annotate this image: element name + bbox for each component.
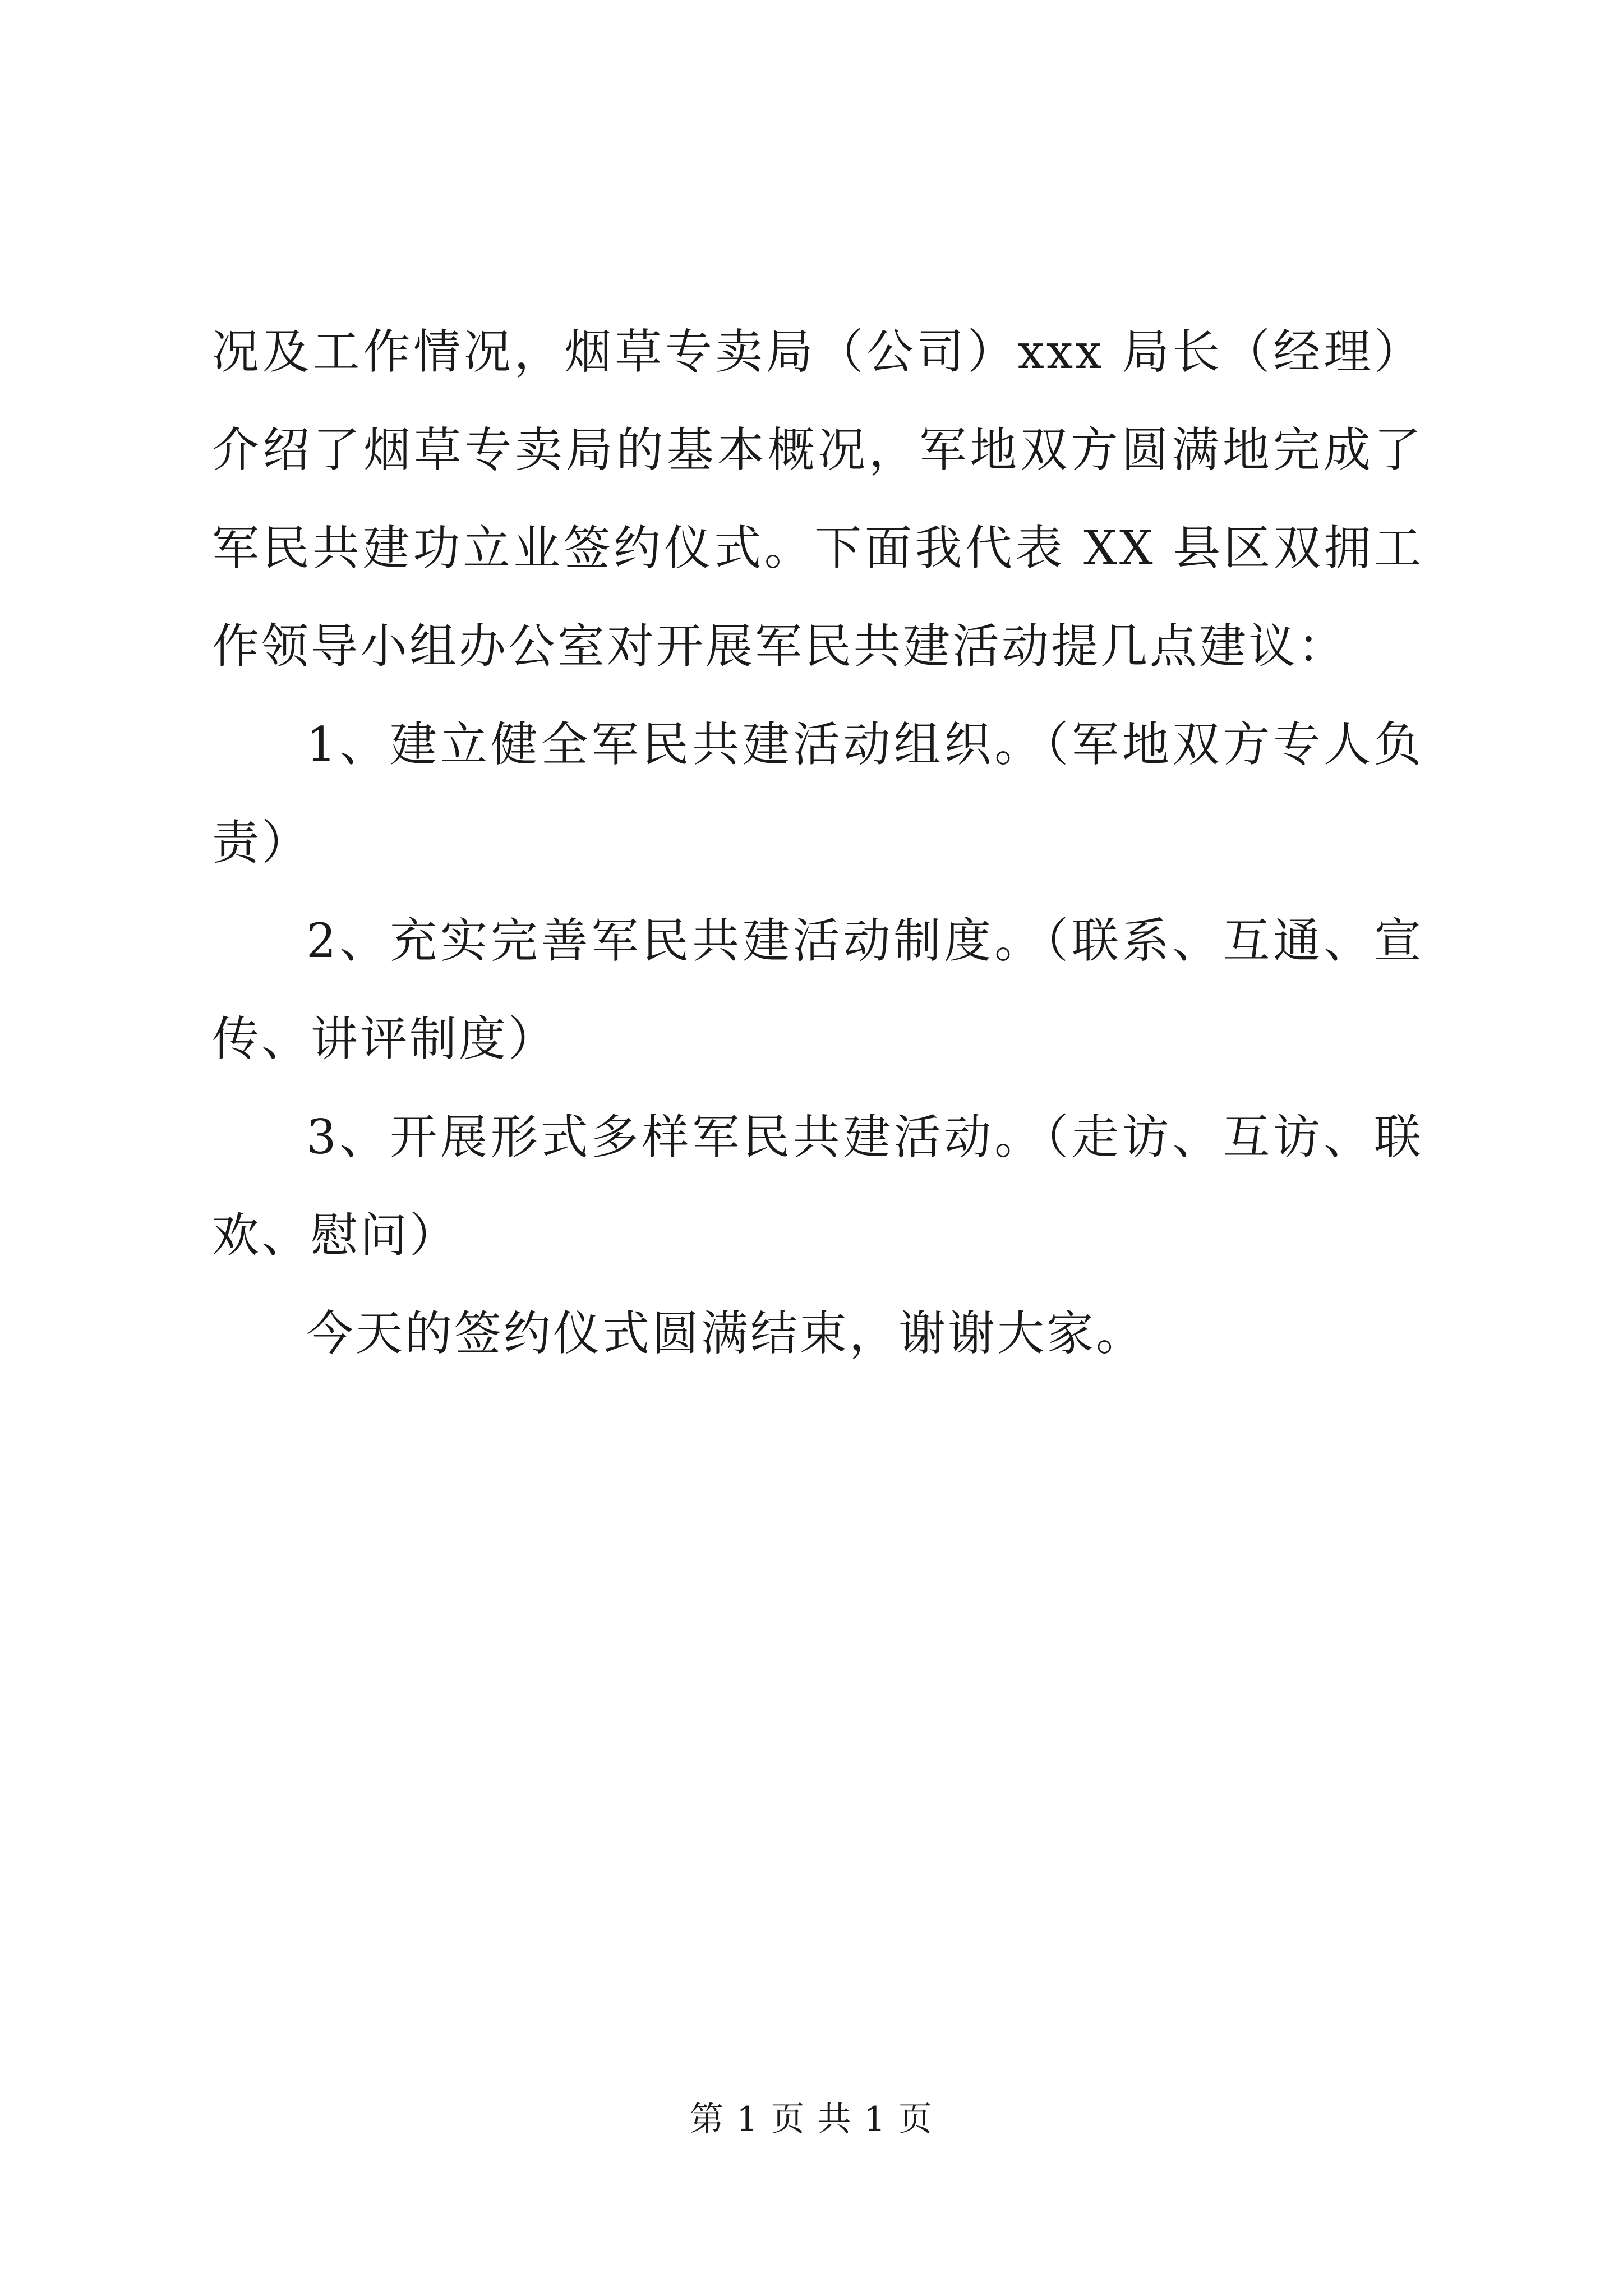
document-body xyxy=(212,303,1423,1383)
page-number-label: 第 1 页 共 1 页 xyxy=(690,2100,933,2139)
list-item-3: 3、开展形式多样军民共建活动。（走访、互访、联欢、慰问） xyxy=(212,1110,1423,1263)
paragraph-continuation: 况及工作情况，烟草专卖局（公司）xxx 局长（经理）介绍了烟草专卖局的基本概况，军地双方圆满地完成了军民共建功立业签约仪式。下面我代表 XX 县区双拥工作领导小组办公室对开展军民共建活动提几点建议： xyxy=(212,324,1423,674)
list-item-2: 2、充实完善军民共建活动制度。（联系、互通、宣传、讲评制度） xyxy=(212,913,1423,1066)
closing-paragraph: 今天的签约仪式圆满结束，谢谢大家。 xyxy=(306,1306,1146,1361)
page-footer xyxy=(0,2097,1623,2142)
list-item-1: 1、建立健全军民共建活动组织。（军地双方专人负责） xyxy=(212,717,1423,870)
